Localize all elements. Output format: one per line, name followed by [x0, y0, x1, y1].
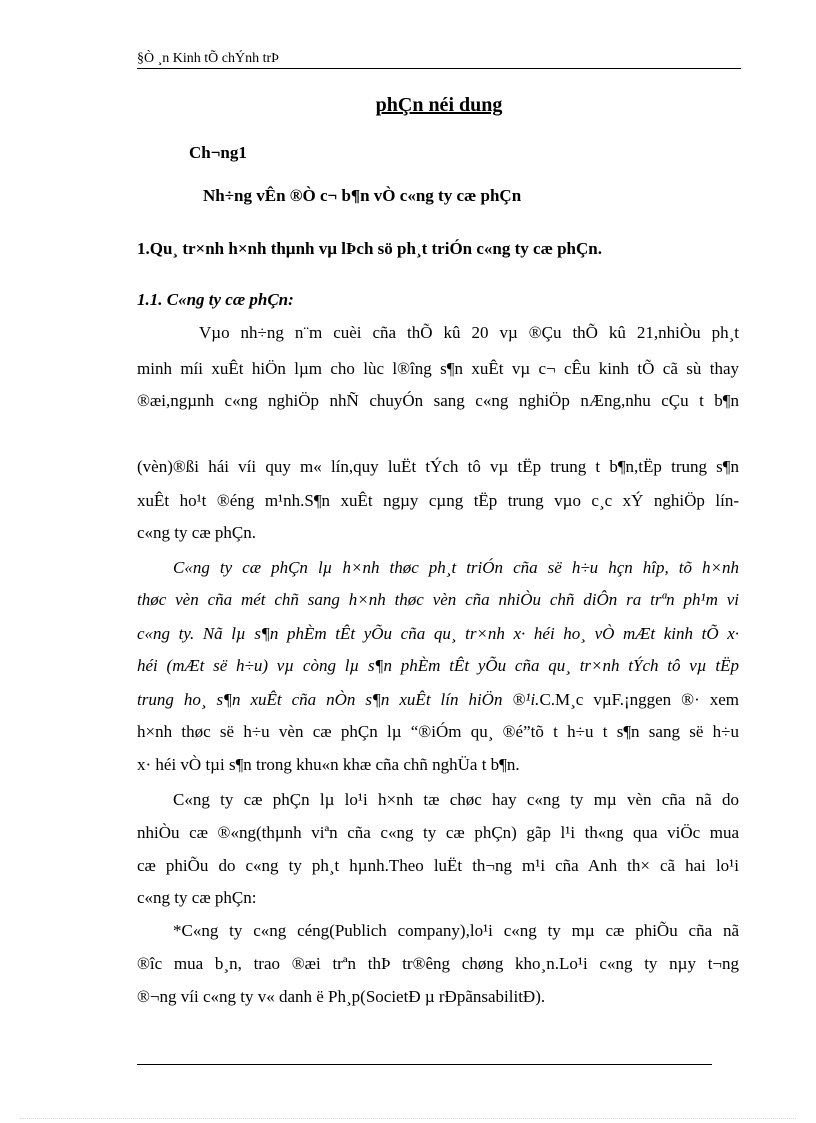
body-line: *C«ng ty c«ng céng(Publich company),lo¹i c«ng ty mµ cæ phiÕu cña nã	[173, 921, 739, 940]
body-line: C«ng ty cæ phÇn lµ lo¹i h×nh tæ chøc hay c«ng ty mµ vèn cña nã do	[173, 790, 739, 809]
body-line: Vµo nh÷ng n¨m cuèi cña thÕ kû 20 vµ ®Çu thÕ kû 21,nhiÒu ph¸t	[199, 323, 739, 342]
body-line: h×nh thøc së h÷u vèn cæ phÇn lµ “®iÓm qu¸ ®é”tõ t h÷u t s¶n sang së h÷u	[137, 722, 739, 741]
page-edge-divider	[20, 1118, 796, 1119]
footer-rule	[137, 1064, 712, 1065]
body-line: ®æi,ngµnh c«ng nghiÖp nhÑ chuyÓn sang c«ng nghiÖp nÆng,nhu cÇu t b¶n	[137, 391, 739, 410]
mixed-normal-run: C.M¸c vµF.¡nggen ®· xem	[539, 690, 739, 709]
body-line: x· héi vÒ tµi s¶n trong khu«n khæ cña chñ nghÜa t b¶n.	[137, 755, 520, 774]
mixed-italic-run: trung ho¸ s¶n xuÊt cña nÒn s¶n xuÊt lín hiÖn ®¹i.	[137, 690, 540, 709]
body-line: minh míi xuÊt hiÖn lµm cho lùc l®îng s¶n xuÊt vµ c¬ cÊu kinh tÕ cã sù thay	[137, 359, 739, 378]
body-line: ®¬ng víi c«ng ty v« danh ë Ph¸p(SocietÐ µ rÐpãnsabilitÐ).	[137, 987, 546, 1006]
body-line: thøc vèn cña mét chñ sang h×nh thøc vèn cña nhiÒu chñ diÔn ra trªn ph¹m vi	[137, 590, 739, 609]
body-line: xuÊt ho¹t ®éng m¹nh.S¶n xuÊt ngµy cµng tËp trung vµo c¸c xÝ nghiÖp lín-	[137, 491, 739, 510]
chapter-label: Ch¬ng1	[189, 143, 247, 162]
section-heading: 1.Qu¸ tr×nh h×nh thµnh vµ lÞch sö ph¸t triÓn c«ng ty cæ phÇn.	[137, 239, 602, 258]
chapter-subtitle: Nh÷ng vÊn ®Ò c¬ b¶n vÒ c«ng ty cæ phÇn	[203, 186, 522, 205]
body-line: nhiÒu cæ ®«ng(thµnh viªn cña c«ng ty cæ phÇn) gãp l¹i th«ng qua viÖc mua	[137, 823, 739, 842]
header-rule	[137, 68, 741, 69]
subsection-heading: 1.1. C«ng ty cæ phÇn:	[137, 290, 294, 309]
body-line: héi (mÆt së h÷u) vµ còng lµ s¶n phÈm tÊt yÕu cña qu¸ tr×nh tÝch tô vµ tËp	[137, 656, 739, 675]
body-line: c«ng ty cæ phÇn:	[137, 888, 257, 907]
body-line: c«ng ty. Nã lµ s¶n phÈm tÊt yÕu cña qu¸ tr×nh x· héi ho¸ vÒ mÆt kinh tÕ x·	[137, 624, 739, 643]
page-title	[137, 93, 741, 117]
body-line: ®îc mua b¸n, trao ®æi trªn thÞ tr®êng chøng kho¸n.Lo¹i c«ng ty nµy t¬ng	[137, 954, 739, 973]
running-header: §Ò ¸n Kinh tÕ chÝnh trÞ	[137, 51, 279, 66]
body-line-mixed	[137, 689, 739, 711]
body-line: C«ng ty cæ phÇn lµ h×nh thøc ph¸t triÓn cña së h÷u hçn hîp, tõ h×nh	[173, 558, 739, 577]
body-line: c«ng ty cæ phÇn.	[137, 523, 256, 542]
body-line: (vèn)®ßi hái víi quy m« lín,quy luËt tÝch tô vµ tËp trung t b¶n,tËp trung s¶n	[137, 457, 739, 476]
body-line: cæ phiÕu do c«ng ty ph¸t hµnh.Theo luËt th¬ng m¹i cña Anh th× cã hai lo¹i	[137, 856, 739, 875]
page-title-text: phÇn néi dung	[375, 94, 503, 116]
